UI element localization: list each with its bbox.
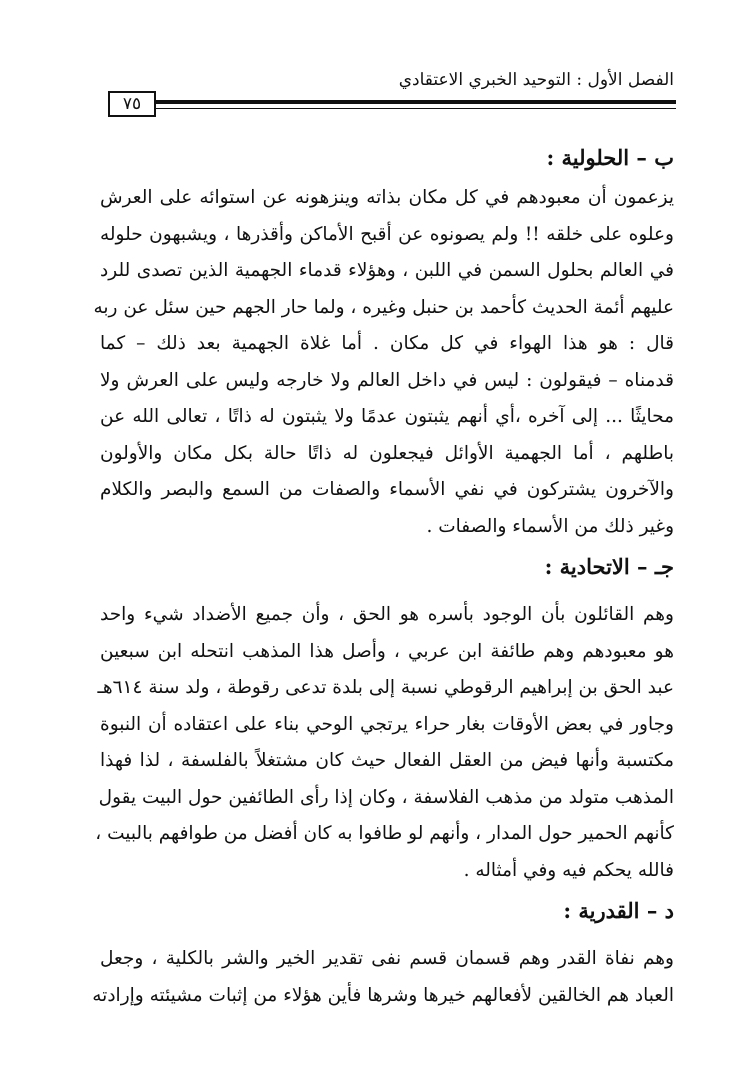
section-heading-qadariyya: د – القدرية : [563, 898, 674, 923]
paragraph-line: فالله يحكم فيه وفي أمثاله . [463, 859, 674, 881]
page-body [92, 136, 674, 1014]
paragraph-line: قدمناه – فيقولون : ليس في داخل العالم ولا خارجه وليس على العرش ولا [100, 369, 674, 391]
spacer [100, 589, 674, 597]
paragraph-line: وهم نفاة القدر وهم قسمان قسم نفى تقدير الخير والشر بالكلية ، وجعل [100, 948, 674, 969]
header-rule-thick [156, 100, 676, 104]
paragraph-line: يزعمون أن معبودهم في كل مكان بذاته وينزهونه عن استوائه على العرش [100, 187, 674, 208]
paragraph-line: محايثًا ... إلى آخره ،أي أنهم يثبتون عدمًا ولا يثبتون له ذاتًا ، تعالى الله عن [100, 406, 674, 427]
paragraph-line: عليهم أئمة الحديث كأحمد بن حنبل وغيره ، ولما حار الجهم حين سئل عن ربه [93, 296, 674, 318]
section-heading-ittihadiyya: جـ – الاتحادية : [544, 554, 674, 579]
paragraph-line: في العالم بحلول السمن في اللبن ، وهؤلاء قدماء الجهمية الذين تصدى للرد [100, 260, 674, 281]
paragraph-line: وجاور في بعض الأوقات بغار حراء يرتجي الوحي بناء على اعتقاده أن النبوة [100, 713, 674, 735]
paragraph-line: وغير ذلك من الأسماء والصفات . [426, 515, 674, 537]
paragraph-line: هو معبودهم وهم طائفة ابن عربي ، وأصل هذا المذهب انتحله ابن سبعين [100, 640, 674, 662]
spacer [100, 933, 674, 941]
paragraph-line: مكتسبة وأنها فيض من العقل الفعال حيث كان مشتغلاً بالفلسفة ، لذا فهذا [100, 750, 674, 771]
paragraph-line: كأنهم الحمير حول المدار ، وأنهم لو طافوا به كان أفضل من طوافهم بالبيت ، [95, 823, 674, 844]
paragraph-line: العباد هم الخالقين لأفعالهم خيرها وشرها فأين هؤلاء من إثبات مشيئته وإرادته [92, 984, 674, 1006]
paragraph-line: والآخرون يشتركون في نفي الأسماء والصفات من السمع والبصر والكلام [100, 479, 674, 500]
running-title: الفصل الأول : التوحيد الخبري الاعتقادي [398, 70, 674, 90]
section-heading-hululiyya: ب – الحلولية : [546, 145, 674, 170]
paragraph-line: وعلوه على خلقه !! ولم يصونوه عن أقبح الأماكن وأقذرها ، ويشبهون حلوله [100, 223, 674, 245]
header-rule-thin [156, 108, 676, 109]
page-number: ٧٥ [108, 91, 156, 117]
paragraph-line: قال : هو هذا الهواء في كل مكان . أما غلاة الجهمية بعد ذلك – كما [100, 333, 674, 354]
paragraph-line: باطلهم ، أما الجهمية الأوائل فيجعلون له ذاتًا حالة بكل مكان والأولون [100, 442, 674, 464]
paragraph-line: عبد الحق بن إبراهيم الرقوطي نسبة إلى بلدة تدعى رقوطة ، ولد سنة ٦١٤هـ [97, 677, 674, 698]
paragraph-line: المذهب متولد من مذهب الفلاسفة ، وكان إذا رأى الطائفين حول البيت يقول [98, 786, 674, 808]
paragraph-line: وهم القائلون بأن الوجود بأسره هو الحق ، وأن جميع الأضداد شيء واحد [100, 604, 674, 625]
